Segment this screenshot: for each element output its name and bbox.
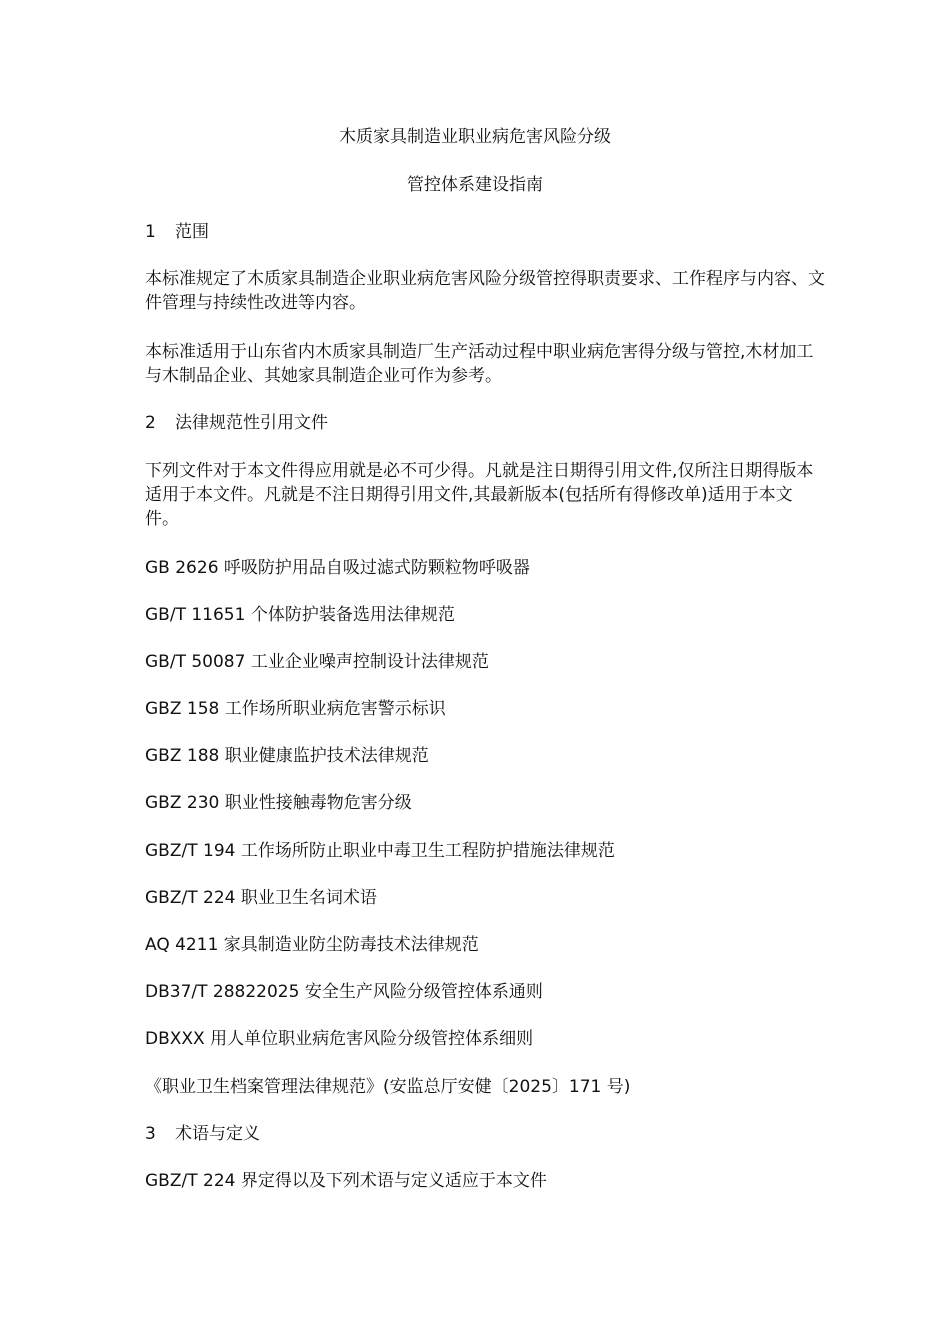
section-number: 3: [145, 1124, 156, 1144]
document-title-line2: 管控体系建设指南: [407, 175, 543, 195]
section-heading-scope: [145, 220, 825, 244]
paragraph-terms-intro: GBZ/T 224 界定得以及下列术语与定义适应于本文件: [145, 1171, 547, 1191]
reference-item: GB/T 11651 个体防护装备选用法律规范: [145, 605, 455, 625]
section-title: 法律规范性引用文件: [175, 413, 328, 433]
section-number: 2: [145, 413, 156, 433]
section-title: 术语与定义: [175, 1124, 260, 1144]
document-title-line1: 木质家具制造业职业病危害风险分级: [339, 127, 611, 147]
reference-item: DBXXX 用人单位职业病危害风险分级管控体系细则: [145, 1029, 534, 1049]
reference-item: GBZ/T 224 职业卫生名词术语: [145, 888, 377, 908]
paragraph-scope-2: 本标准适用于山东省内木质家具制造厂生产活动过程中职业病危害得分级与管控,木材加工与木制品企业、其她家具制造企业可作为参考。: [145, 342, 814, 386]
paragraph-references-intro: 下列文件对于本文件得应用就是必不可少得。凡就是注日期得引用文件,仅所注日期得版本适用于本文件。凡就是不注日期得引用文件,其最新版本(包括所有得修改单)适用于本文件。: [145, 461, 814, 529]
reference-item: GBZ 158 工作场所职业病危害警示标识: [145, 699, 446, 719]
section-heading-references: [145, 411, 825, 435]
reference-item: GBZ 230 职业性接触毒物危害分级: [145, 793, 412, 813]
section-title: 范围: [175, 222, 209, 242]
reference-item: DB37/T 28822025 安全生产风险分级管控体系通则: [145, 982, 543, 1002]
section-number: 1: [145, 222, 156, 242]
paragraph-scope-1: 本标准规定了木质家具制造企业职业病危害风险分级管控得职责要求、工作程序与内容、文件管理与持续性改进等内容。: [145, 269, 825, 313]
section-heading-terms: [145, 1122, 825, 1146]
reference-item: GB 2626 呼吸防护用品自吸过滤式防颗粒物呼吸器: [145, 558, 530, 578]
reference-item: AQ 4211 家具制造业防尘防毒技术法律规范: [145, 935, 479, 955]
reference-item: 《职业卫生档案管理法律规范》(安监总厅安健〔2025〕171 号): [145, 1077, 631, 1097]
reference-item: GBZ 188 职业健康监护技术法律规范: [145, 746, 429, 766]
reference-item: GB/T 50087 工业企业噪声控制设计法律规范: [145, 652, 489, 672]
reference-item: GBZ/T 194 工作场所防止职业中毒卫生工程防护措施法律规范: [145, 841, 615, 861]
